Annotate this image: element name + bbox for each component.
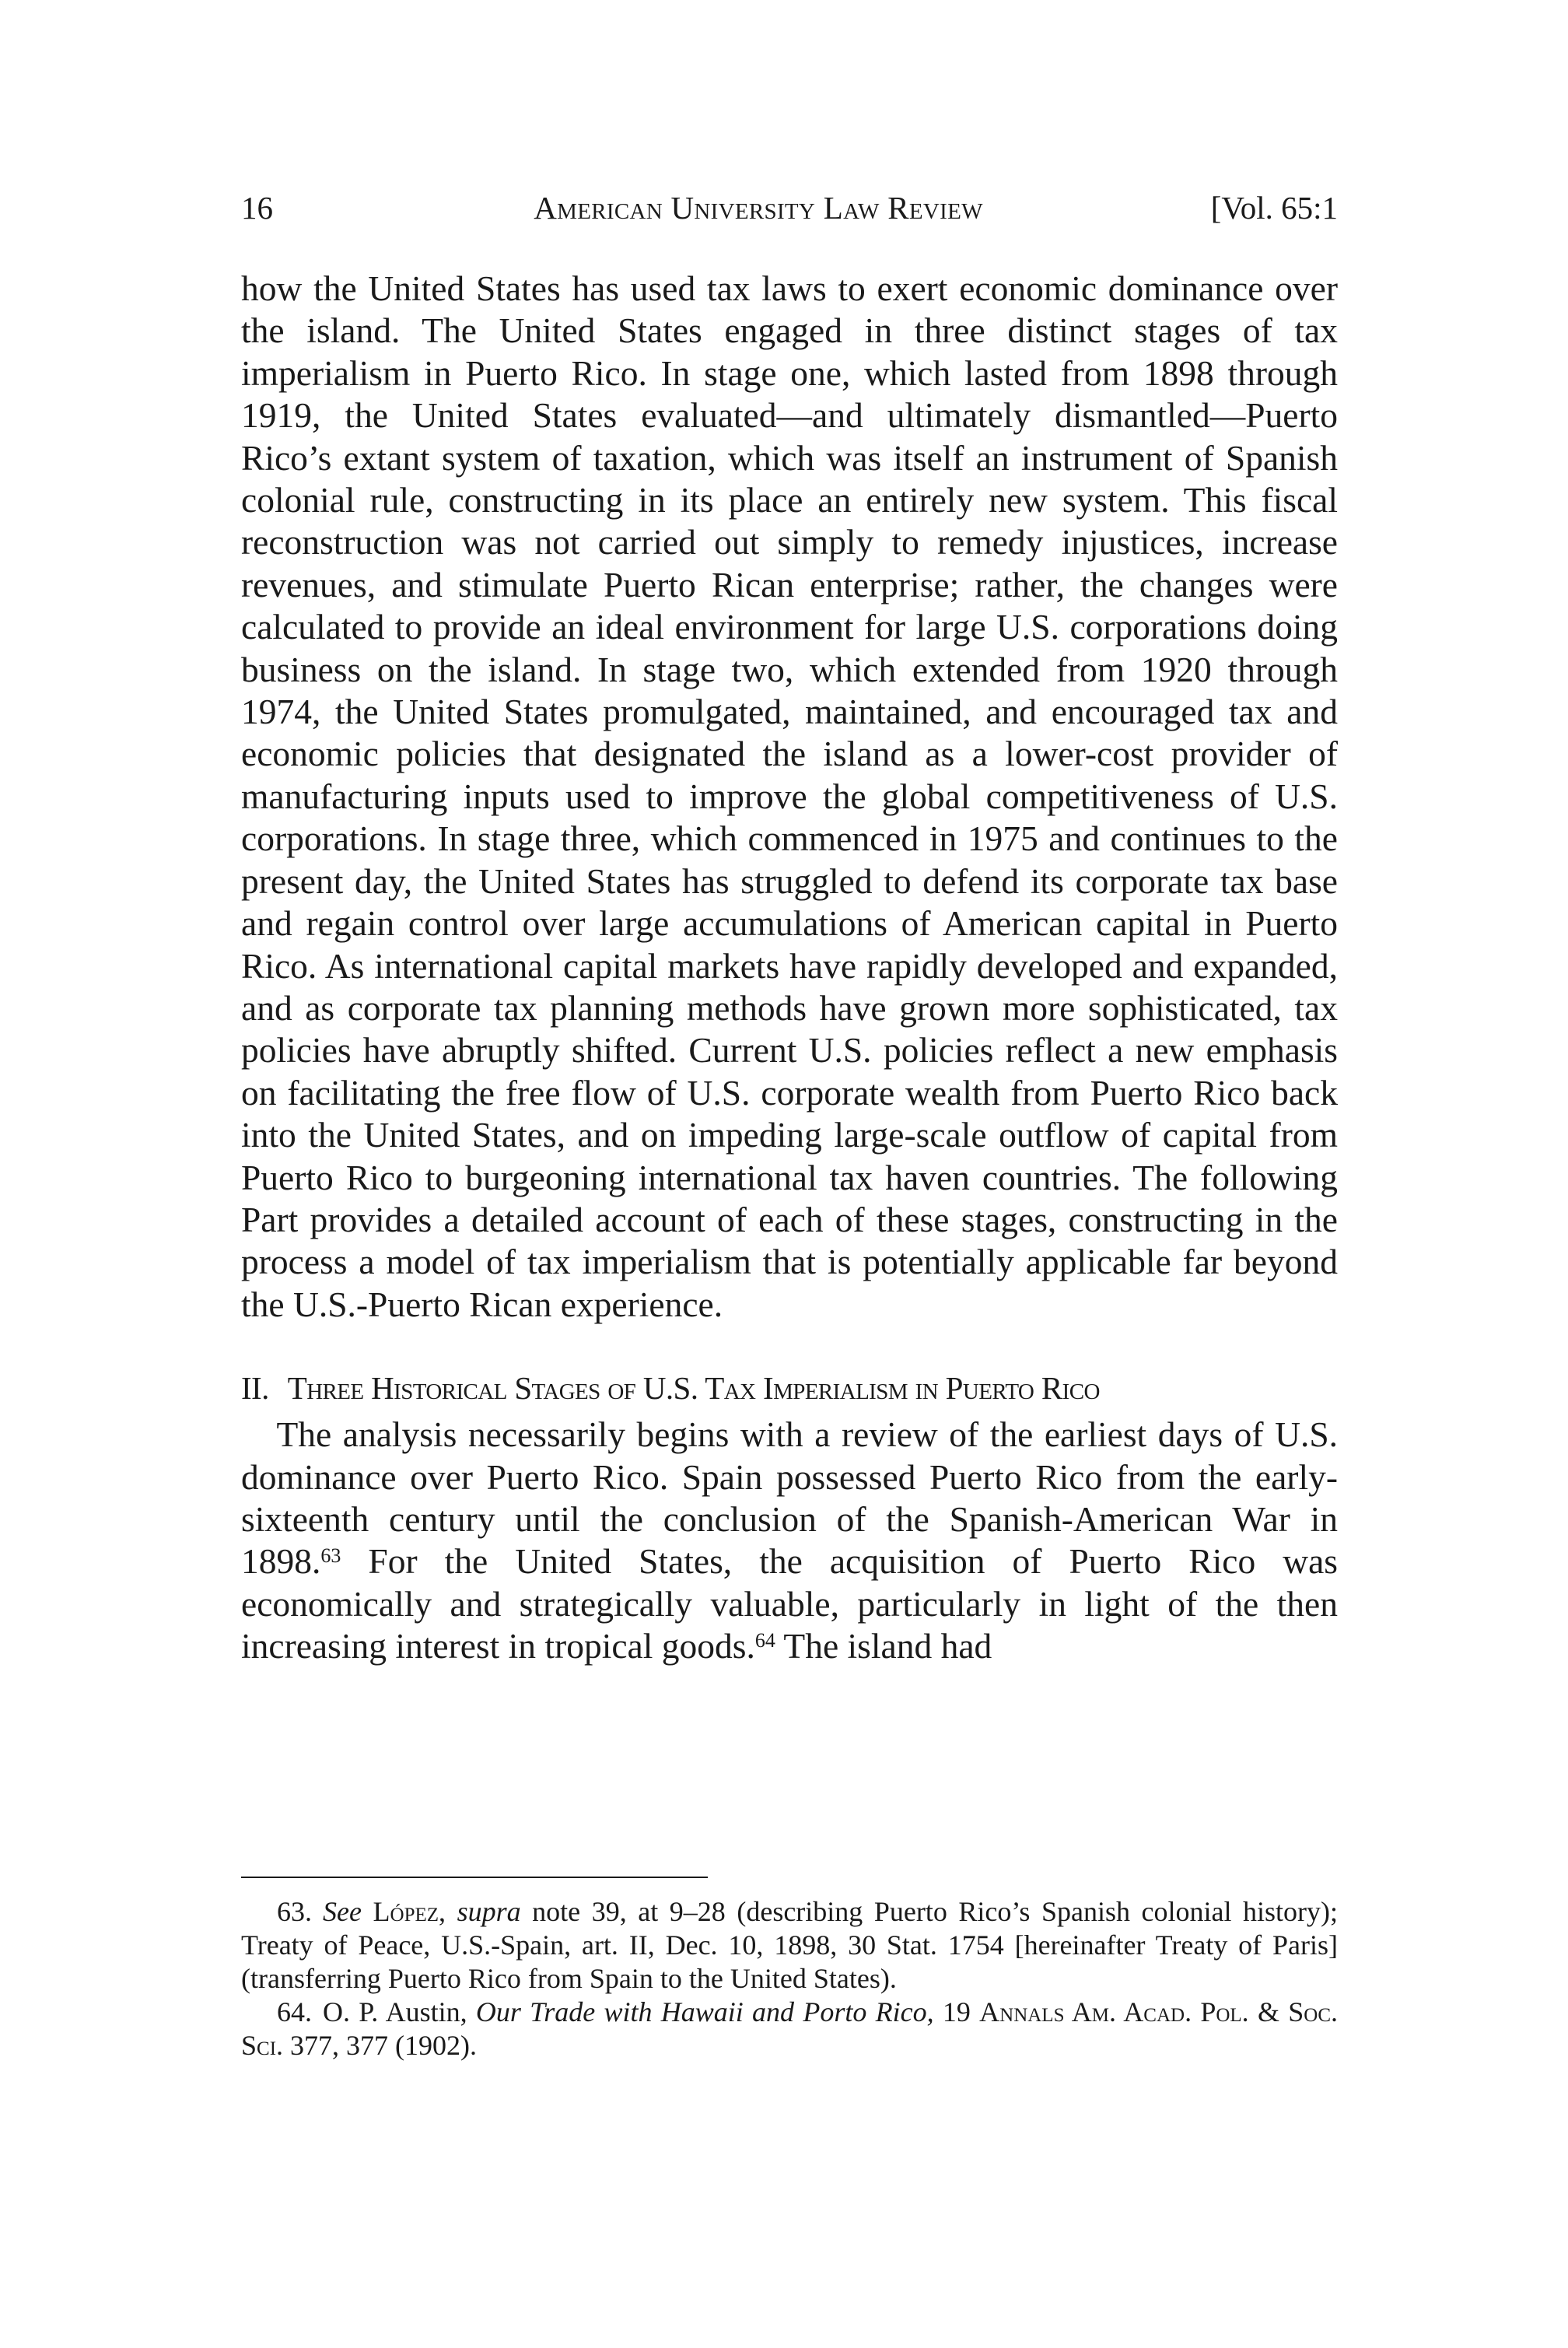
footnote-63-supra: supra	[457, 1896, 521, 1927]
footnote-64-number: 64.	[277, 1996, 312, 2027]
footnote-63-number: 63.	[277, 1896, 312, 1927]
paragraph-2	[241, 1414, 1338, 1667]
paragraph-2-text-b: For the United States, the acquisition of Puerto Rico was economically and strategically valuable, particularly in light of the then increasing interest in tropical goods.	[241, 1541, 1338, 1666]
footnote-64-title: Our Trade with Hawaii and Porto Rico,	[475, 1996, 934, 2027]
footnote-ref-63[interactable]: 63	[320, 1544, 341, 1568]
footnote-63	[241, 1895, 1338, 1996]
footnote-64	[241, 1996, 1338, 2062]
footnote-64-journal: Annals Am. Acad. Pol. & Soc. Sci.	[241, 1996, 1338, 2061]
volume-label: [Vol. 65:1	[1210, 190, 1338, 226]
footnote-63-signal: See	[323, 1896, 362, 1927]
body-text	[241, 268, 1338, 1326]
journal-title: American University Law Review	[534, 190, 983, 226]
page	[241, 187, 1338, 1668]
footnote-64-pages: 377, 377 (1902).	[290, 2030, 478, 2061]
footnote-63-author: López,	[373, 1896, 446, 1927]
section-number: II.	[241, 1370, 269, 1407]
footnote-64-volume: 19	[942, 1996, 971, 2027]
page-number: 16	[241, 190, 273, 226]
running-head	[241, 187, 1338, 229]
paragraph-2-text-c: The island had	[775, 1626, 992, 1666]
paragraph-1: how the United States has used tax laws to exert economic dominance over the island. The United States engaged in three distinct stages of tax imperialism in Puerto Rico. In stage one, which lasted from 1898 through 1919, the United States evaluated—and ultimately dismantled—Puerto Rico’s extant system of taxation, which was itself an instrument of Spanish colonial rule, constructing in its place an entirely new system. This fiscal reconstruction was not carried out simply to remedy injustices, increase revenues, and stimulate Puerto Rican enterprise; rather, the changes were calculated to provide an ideal environment for large U.S. corporations doing business on the island. In stage two, which extended from 1920 through 1974, the United States promulgated, maintained, and encouraged tax and economic policies that designated the island as a lower-cost provider of manufacturing inputs used to improve the global competitiveness of U.S. corporations. In stage three, which commenced in 1975 and continues to the present day, the United States has struggled to defend its corporate tax base and regain control over large accumulations of American capital in Puerto Rico. As international capital markets have rapidly developed and expanded, and as corporate tax planning methods have grown more sophisticated, tax policies have abruptly shifted. Current U.S. policies reflect a new emphasis on facilitating the free flow of U.S. corporate wealth from Puerto Rico back into the United States, and on impeding large-scale outflow of capital from Puerto Rico to burgeoning international tax haven countries. The following Part provides a detailed account of each of these stages, constructing in the process a model of tax imperialism that is potentially applicable far beyond the U.S.-Puerto Rican experience.	[241, 268, 1338, 1324]
footnote-64-author: O. P. Austin,	[323, 1996, 467, 2027]
footnote-ref-64[interactable]: 64	[754, 1629, 775, 1652]
section-heading	[241, 1367, 1338, 1409]
footnotes	[241, 1895, 1338, 2062]
section-title: Three Historical Stages of U.S. Tax Imperialism in Puerto Rico	[287, 1370, 1100, 1407]
footnote-divider	[241, 1877, 708, 1878]
footnote-63-text: note 39, at 9–28 (describing Puerto Rico’s Spanish colonial history); Treaty of Peace, U.S.-Spain, art. II, Dec. 10, 1898, 30 Stat. 1754 [hereinafter Treaty of Paris] (transferring Puerto Rico from Spain to the United States).	[241, 1896, 1339, 1994]
paragraph-2-text-a: The analysis necessarily begins with a review of the earliest days of U.S. dominance over Puerto Rico. Spain possessed Puerto Rico from the early-sixteenth century until the conclusion of the Spanish-American War in 1898.	[241, 1414, 1338, 1582]
